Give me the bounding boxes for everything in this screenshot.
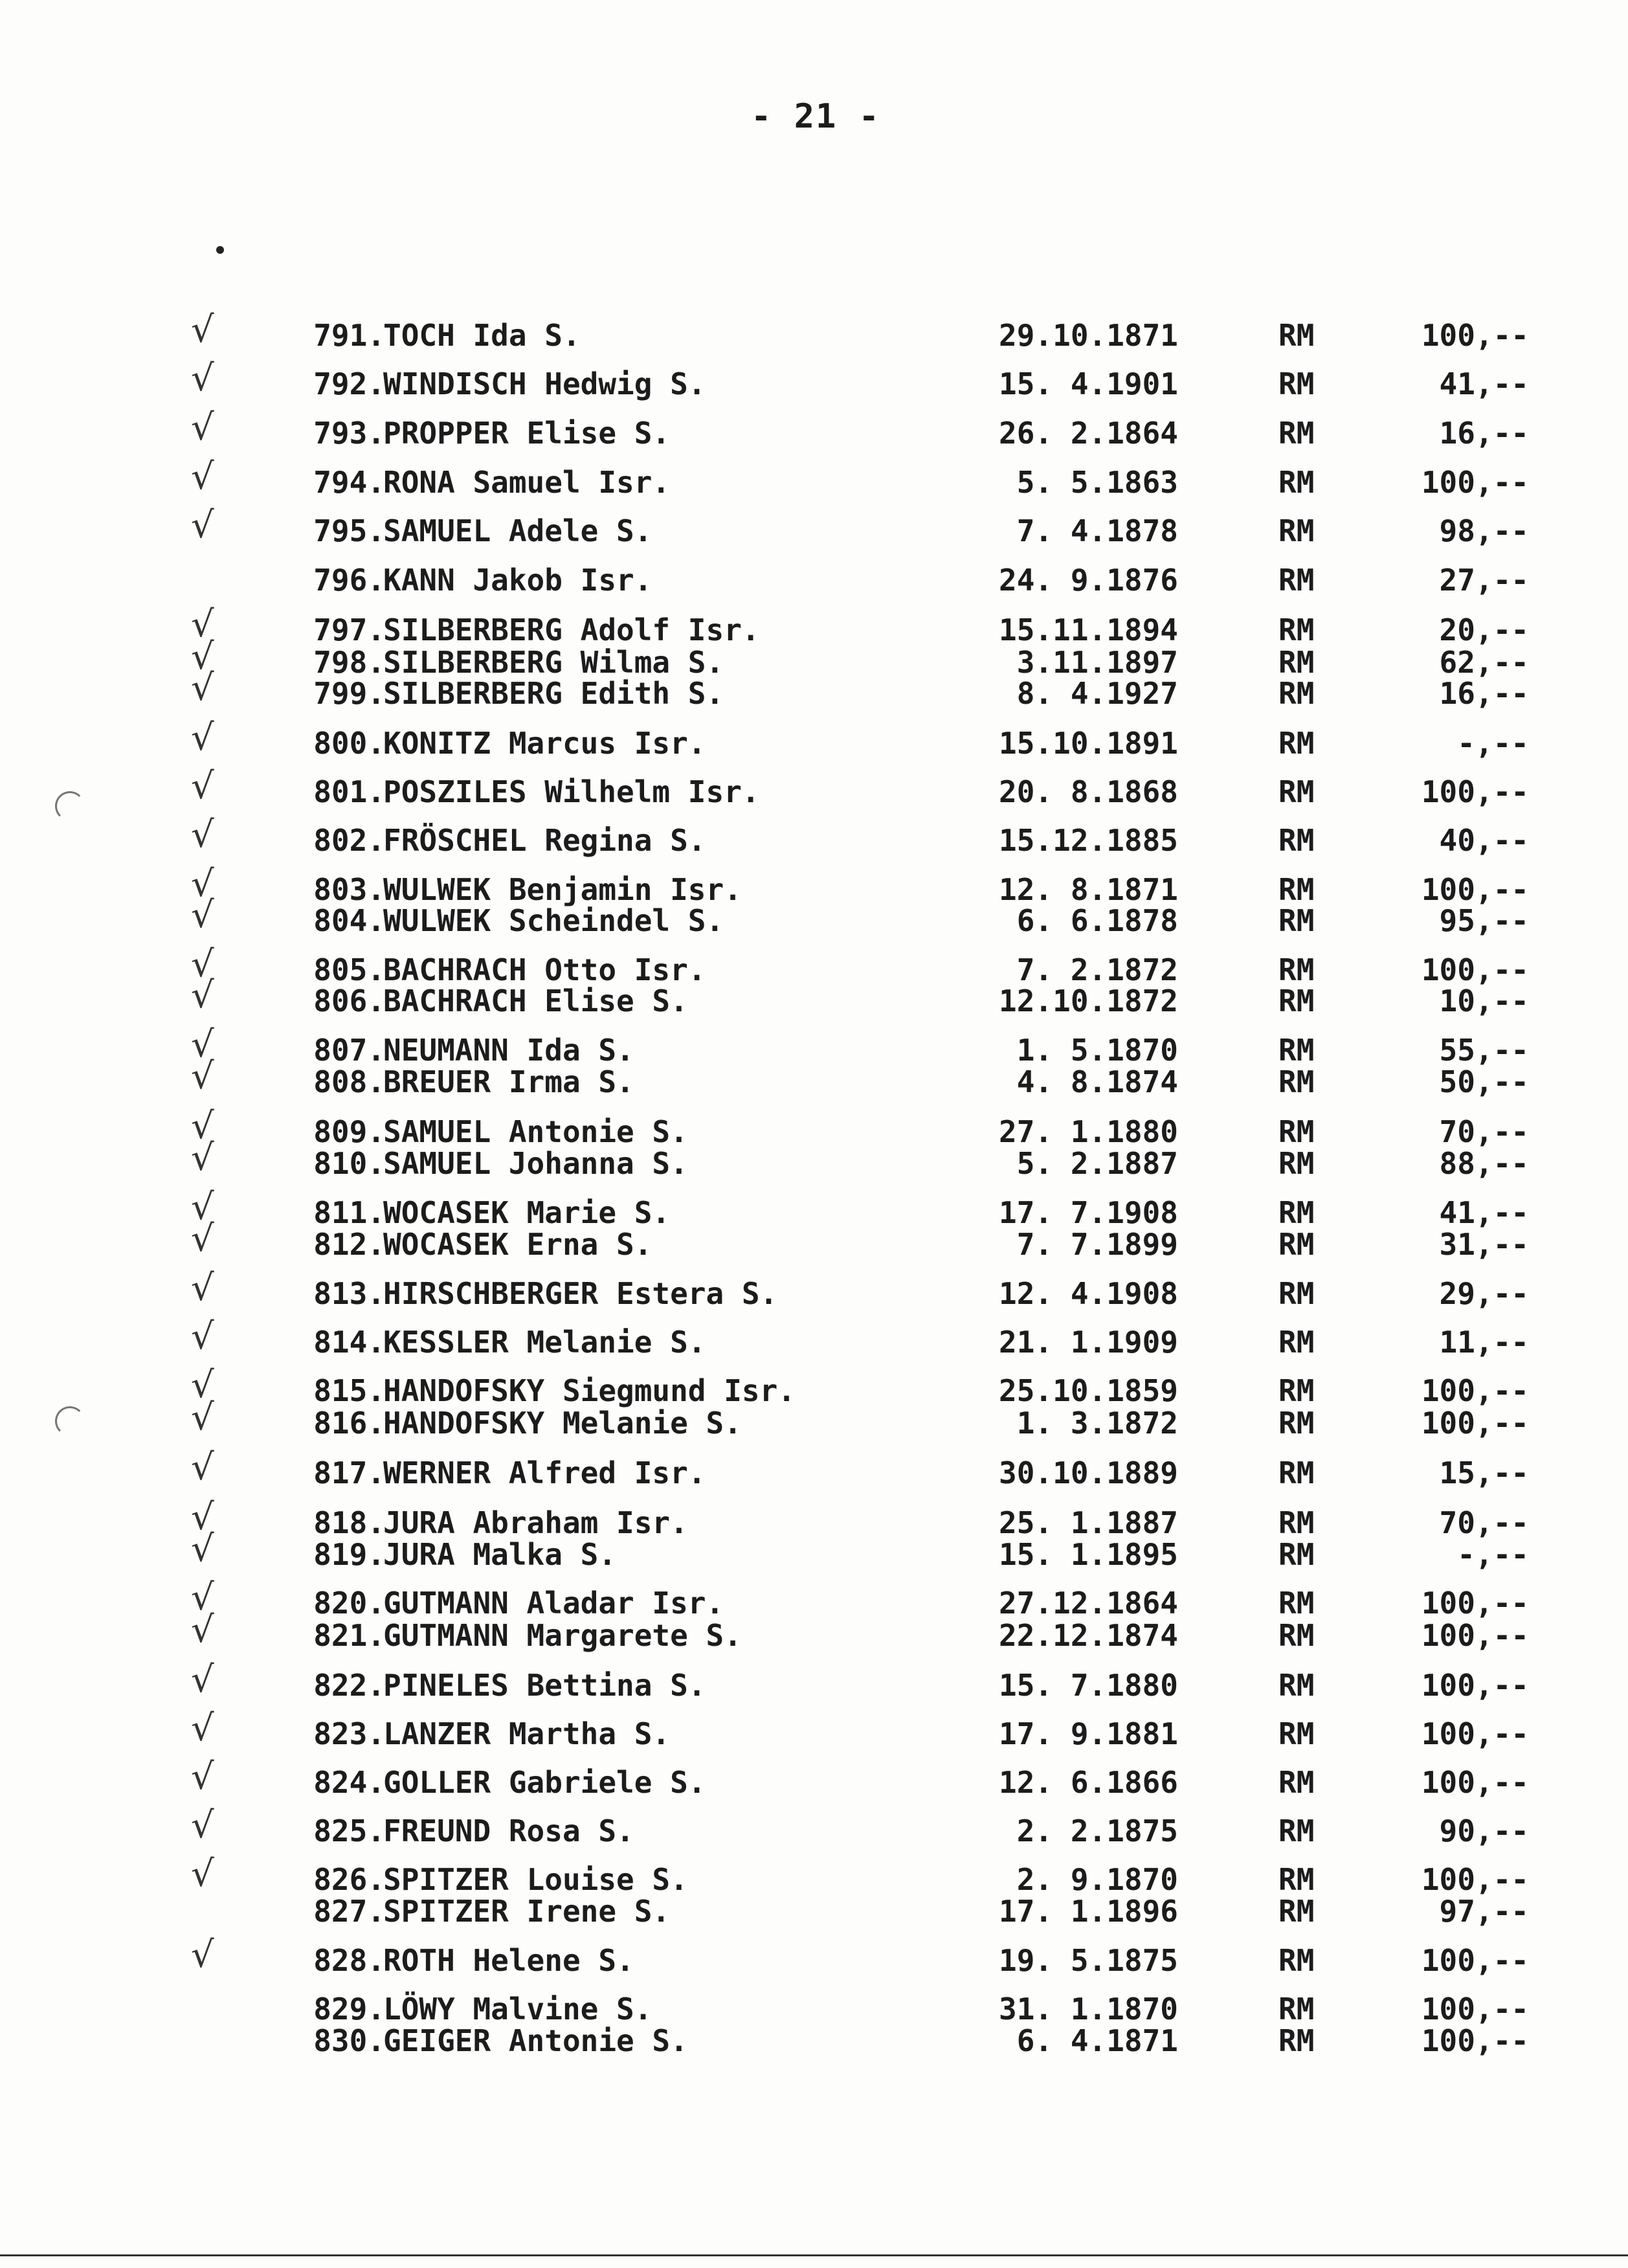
entry-name: BACHRACH Elise S. xyxy=(383,983,688,1018)
entry-currency: RM xyxy=(1278,1943,1315,1978)
check-mark: √ xyxy=(191,814,214,856)
check-mark: √ xyxy=(191,765,214,807)
entry-number: 794. xyxy=(313,465,385,500)
entry-birthdate: 22.12.1874 xyxy=(999,1618,1178,1653)
entry-amount: 100,-- xyxy=(1421,465,1529,500)
entry-amount: 100,-- xyxy=(1421,1373,1529,1408)
ledger-entry xyxy=(0,1364,1628,1409)
entry-name: HANDOFSKY Melanie S. xyxy=(383,1406,742,1441)
ledger-entry xyxy=(0,1991,1628,2027)
entry-currency: RM xyxy=(1278,774,1315,809)
entry-name: TOCH Ida S. xyxy=(383,318,581,353)
entry-amount: 11,-- xyxy=(1439,1325,1529,1360)
entry-currency: RM xyxy=(1278,1894,1315,1929)
check-mark: √ xyxy=(191,1105,214,1147)
entry-number: 797. xyxy=(313,612,385,647)
check-mark: √ xyxy=(191,456,214,498)
check-mark: √ xyxy=(191,407,214,449)
check-mark: √ xyxy=(191,667,214,709)
entry-number: 812. xyxy=(313,1227,385,1262)
entry-name: WULWEK Scheindel S. xyxy=(383,903,724,938)
entry-amount: 10,-- xyxy=(1439,983,1529,1018)
check-mark: √ xyxy=(191,603,214,646)
ledger-entry xyxy=(0,456,1628,500)
ledger-entry xyxy=(0,894,1628,939)
entry-name: SAMUEL Adele S. xyxy=(383,513,652,548)
entry-currency: RM xyxy=(1278,1373,1315,1408)
entry-currency: RM xyxy=(1278,1716,1315,1751)
entry-birthdate: 15.10.1891 xyxy=(999,726,1178,761)
entry-number: 820. xyxy=(313,1586,385,1621)
entry-name: RONA Samuel Isr. xyxy=(383,465,671,500)
entry-birthdate: 15. 4.1901 xyxy=(999,366,1178,401)
entry-number: 819. xyxy=(313,1537,385,1572)
entry-amount: 50,-- xyxy=(1439,1064,1529,1099)
entry-currency: RM xyxy=(1278,1195,1315,1230)
entry-birthdate: 7. 7.1899 xyxy=(1016,1227,1178,1262)
ledger-entry xyxy=(0,667,1628,712)
entry-name: WULWEK Benjamin Isr. xyxy=(383,872,742,907)
entry-birthdate: 2. 2.1875 xyxy=(1016,1813,1178,1848)
entry-birthdate: 29.10.1871 xyxy=(999,318,1178,353)
entry-birthdate: 30.10.1889 xyxy=(999,1455,1178,1490)
entry-birthdate: 1. 5.1870 xyxy=(1016,1033,1178,1068)
entry-birthdate: 5. 5.1863 xyxy=(1016,465,1178,500)
entry-number: 803. xyxy=(313,872,385,907)
ledger-entry xyxy=(0,1853,1628,1898)
entry-number: 793. xyxy=(313,416,385,451)
entry-name: SILBERBERG Adolf Isr. xyxy=(383,612,760,647)
ledger-entry xyxy=(0,1137,1628,1182)
entry-currency: RM xyxy=(1278,513,1315,548)
check-mark: √ xyxy=(191,974,214,1016)
entry-number: 808. xyxy=(313,1064,385,1099)
entry-birthdate: 21. 1.1909 xyxy=(999,1325,1178,1360)
entry-birthdate: 7. 2.1872 xyxy=(1016,952,1178,987)
entry-number: 805. xyxy=(313,952,385,987)
check-mark: √ xyxy=(191,1934,214,1976)
page-bottom-rule xyxy=(0,2254,1628,2256)
entry-currency: RM xyxy=(1278,1033,1315,1068)
check-mark: √ xyxy=(191,1528,214,1570)
entry-number: 792. xyxy=(313,366,385,401)
entry-number: 817. xyxy=(313,1455,385,1490)
entry-currency: RM xyxy=(1278,1586,1315,1621)
check-mark: √ xyxy=(191,943,214,985)
ledger-entry xyxy=(0,1218,1628,1263)
entry-amount: -,-- xyxy=(1457,1537,1529,1572)
entry-amount: 70,-- xyxy=(1439,1505,1529,1540)
entry-number: 826. xyxy=(313,1862,385,1897)
entry-amount: 20,-- xyxy=(1439,612,1529,647)
entry-number: 824. xyxy=(313,1765,385,1800)
entry-amount: 100,-- xyxy=(1421,1862,1529,1897)
entry-amount: 70,-- xyxy=(1439,1114,1529,1149)
entry-number: 830. xyxy=(313,2023,385,2058)
entry-name: HIRSCHBERGER Estera S. xyxy=(383,1276,778,1311)
entry-name: JURA Malka S. xyxy=(383,1537,617,1572)
ledger-entry xyxy=(0,1496,1628,1541)
entry-currency: RM xyxy=(1278,563,1315,598)
check-mark: √ xyxy=(191,636,214,678)
entry-amount: 100,-- xyxy=(1421,1943,1529,1978)
entry-currency: RM xyxy=(1278,726,1315,761)
entry-name: WOCASEK Erna S. xyxy=(383,1227,652,1262)
check-mark: √ xyxy=(191,1446,214,1488)
entry-birthdate: 8. 4.1927 xyxy=(1016,676,1178,711)
entry-birthdate: 7. 4.1878 xyxy=(1016,513,1178,548)
ledger-entry xyxy=(0,562,1628,598)
entry-number: 804. xyxy=(313,903,385,938)
entry-name: GOLLER Gabriele S. xyxy=(383,1765,706,1800)
entry-amount: 90,-- xyxy=(1439,1813,1529,1848)
entry-number: 828. xyxy=(313,1943,385,1978)
entry-number: 807. xyxy=(313,1033,385,1068)
entry-birthdate: 17. 9.1881 xyxy=(999,1716,1178,1751)
ledger-entry xyxy=(0,1267,1628,1312)
entry-currency: RM xyxy=(1278,1227,1315,1262)
entry-currency: RM xyxy=(1278,823,1315,858)
entry-currency: RM xyxy=(1278,645,1315,680)
entry-amount: 100,-- xyxy=(1421,1618,1529,1653)
check-mark: √ xyxy=(191,1853,214,1895)
entry-currency: RM xyxy=(1278,318,1315,353)
entry-amount: 41,-- xyxy=(1439,366,1529,401)
check-mark: √ xyxy=(191,1267,214,1309)
entry-birthdate: 20. 8.1868 xyxy=(999,774,1178,809)
check-mark: √ xyxy=(191,1316,214,1358)
entry-number: 809. xyxy=(313,1114,385,1149)
entry-amount: 100,-- xyxy=(1421,1716,1529,1751)
entry-amount: 98,-- xyxy=(1439,513,1529,548)
entry-birthdate: 17. 1.1896 xyxy=(999,1894,1178,1929)
entry-currency: RM xyxy=(1278,1813,1315,1848)
check-mark: √ xyxy=(191,1577,214,1619)
entry-birthdate: 25.10.1859 xyxy=(999,1373,1178,1408)
entry-number: 827. xyxy=(313,1894,385,1929)
entry-name: SAMUEL Johanna S. xyxy=(383,1146,688,1181)
entry-name: KESSLER Melanie S. xyxy=(383,1325,706,1360)
entry-amount: 100,-- xyxy=(1421,1765,1529,1800)
entry-currency: RM xyxy=(1278,612,1315,647)
ledger-entry xyxy=(0,974,1628,1019)
entry-currency: RM xyxy=(1278,1505,1315,1540)
ledger-entry xyxy=(0,1577,1628,1621)
entry-name: FRÖSCHEL Regina S. xyxy=(383,823,706,858)
entry-amount: 100,-- xyxy=(1421,952,1529,987)
entry-currency: RM xyxy=(1278,983,1315,1018)
entry-number: 816. xyxy=(313,1406,385,1441)
page-number: - 21 - xyxy=(751,97,880,136)
entry-amount: 100,-- xyxy=(1421,872,1529,907)
ledger-entry xyxy=(0,1934,1628,1979)
ledger-entry xyxy=(0,1659,1628,1703)
entry-name: SILBERBERG Wilma S. xyxy=(383,645,724,680)
entry-amount: -,-- xyxy=(1457,726,1529,761)
entry-number: 825. xyxy=(313,1813,385,1848)
entry-amount: 40,-- xyxy=(1439,823,1529,858)
ledger-entry xyxy=(0,765,1628,810)
entry-name: BACHRACH Otto Isr. xyxy=(383,952,706,987)
entry-number: 799. xyxy=(313,676,385,711)
entry-currency: RM xyxy=(1278,872,1315,907)
entry-birthdate: 12. 6.1866 xyxy=(999,1765,1178,1800)
entry-currency: RM xyxy=(1278,1862,1315,1897)
entry-birthdate: 31. 1.1870 xyxy=(999,1992,1178,2027)
check-mark: √ xyxy=(191,1496,214,1538)
entry-amount: 62,-- xyxy=(1439,645,1529,680)
entry-currency: RM xyxy=(1278,1618,1315,1653)
entry-currency: RM xyxy=(1278,1146,1315,1181)
entry-currency: RM xyxy=(1278,1406,1315,1441)
entry-name: SPITZER Louise S. xyxy=(383,1862,688,1897)
entry-name: WERNER Alfred Isr. xyxy=(383,1455,706,1490)
entry-birthdate: 2. 9.1870 xyxy=(1016,1862,1178,1897)
entry-name: WINDISCH Hedwig S. xyxy=(383,366,706,401)
ledger-entry xyxy=(0,1707,1628,1752)
check-mark: √ xyxy=(191,1024,214,1066)
entry-name: POSZILES Wilhelm Isr. xyxy=(383,774,760,809)
entry-birthdate: 12. 4.1908 xyxy=(999,1276,1178,1311)
ledger-entry xyxy=(0,504,1628,549)
entry-number: 811. xyxy=(313,1195,385,1230)
check-mark: √ xyxy=(191,1804,214,1847)
entry-currency: RM xyxy=(1278,1668,1315,1703)
entry-amount: 100,-- xyxy=(1421,1406,1529,1441)
entry-amount: 55,-- xyxy=(1439,1033,1529,1068)
entry-currency: RM xyxy=(1278,1455,1315,1490)
entry-number: 798. xyxy=(313,645,385,680)
entry-amount: 100,-- xyxy=(1421,1992,1529,2027)
ledger-entry xyxy=(0,1528,1628,1573)
entry-name: PINELES Bettina S. xyxy=(383,1668,706,1703)
entry-amount: 97,-- xyxy=(1439,1894,1529,1929)
entry-name: ROTH Helene S. xyxy=(383,1943,634,1978)
ledger-entry xyxy=(0,717,1628,761)
entry-currency: RM xyxy=(1278,952,1315,987)
entry-birthdate: 6. 6.1878 xyxy=(1016,903,1178,938)
entry-currency: RM xyxy=(1278,1325,1315,1360)
ledger-entry xyxy=(0,1105,1628,1150)
check-mark: √ xyxy=(191,357,214,399)
entry-birthdate: 1. 3.1872 xyxy=(1016,1406,1178,1441)
entry-name: FREUND Rosa S. xyxy=(383,1813,634,1848)
check-mark: √ xyxy=(191,1186,214,1228)
entry-number: 810. xyxy=(313,1146,385,1181)
ledger-entry xyxy=(0,1397,1628,1441)
entry-currency: RM xyxy=(1278,2023,1315,2058)
entry-birthdate: 24. 9.1876 xyxy=(999,563,1178,598)
entry-birthdate: 19. 5.1875 xyxy=(999,1943,1178,1978)
entry-birthdate: 26. 2.1864 xyxy=(999,416,1178,451)
entry-number: 795. xyxy=(313,513,385,548)
entry-currency: RM xyxy=(1278,366,1315,401)
entry-name: SAMUEL Antonie S. xyxy=(383,1114,688,1149)
entry-birthdate: 27. 1.1880 xyxy=(999,1114,1178,1149)
entry-birthdate: 4. 8.1874 xyxy=(1016,1064,1178,1099)
entry-amount: 16,-- xyxy=(1439,416,1529,451)
entry-currency: RM xyxy=(1278,416,1315,451)
check-mark: √ xyxy=(191,1756,214,1798)
entry-name: BREUER Irma S. xyxy=(383,1064,634,1099)
check-mark: √ xyxy=(191,1218,214,1260)
entry-currency: RM xyxy=(1278,1064,1315,1099)
ledger-entry xyxy=(0,357,1628,402)
check-mark: √ xyxy=(191,1397,214,1439)
ledger-entry xyxy=(0,1186,1628,1231)
entry-name: LÖWY Malvine S. xyxy=(383,1992,652,2027)
ledger-entry xyxy=(0,603,1628,648)
entry-currency: RM xyxy=(1278,903,1315,938)
check-mark: √ xyxy=(191,894,214,936)
entry-number: 829. xyxy=(313,1992,385,2027)
ledger-entry xyxy=(0,2023,1628,2059)
entry-amount: 16,-- xyxy=(1439,676,1529,711)
entry-amount: 29,-- xyxy=(1439,1276,1529,1311)
entry-name: JURA Abraham Isr. xyxy=(383,1505,688,1540)
entry-number: 818. xyxy=(313,1505,385,1540)
check-mark: √ xyxy=(191,1137,214,1179)
check-mark: √ xyxy=(191,1055,214,1097)
entry-number: 791. xyxy=(313,318,385,353)
ledger-entry xyxy=(0,1804,1628,1849)
ledger-entry xyxy=(0,1756,1628,1801)
entry-name: SPITZER Irene S. xyxy=(383,1894,671,1929)
ledger-entry xyxy=(0,814,1628,859)
check-mark: √ xyxy=(191,1707,214,1749)
check-mark: √ xyxy=(191,1364,214,1406)
entry-amount: 15,-- xyxy=(1439,1455,1529,1490)
ledger-entry xyxy=(0,1024,1628,1068)
entry-birthdate: 6. 4.1871 xyxy=(1016,2023,1178,2058)
entry-amount: 100,-- xyxy=(1421,774,1529,809)
entry-birthdate: 15. 7.1880 xyxy=(999,1668,1178,1703)
entry-currency: RM xyxy=(1278,1114,1315,1149)
entry-birthdate: 12.10.1872 xyxy=(999,983,1178,1018)
entry-number: 802. xyxy=(313,823,385,858)
entry-name: LANZER Martha S. xyxy=(383,1716,671,1751)
entry-number: 822. xyxy=(313,1668,385,1703)
entry-number: 796. xyxy=(313,563,385,598)
ledger-entry xyxy=(0,1446,1628,1491)
entry-birthdate: 17. 7.1908 xyxy=(999,1195,1178,1230)
entry-name: HANDOFSKY Siegmund Isr. xyxy=(383,1373,796,1408)
entry-name: GUTMANN Margarete S. xyxy=(383,1618,742,1653)
entry-name: GUTMANN Aladar Isr. xyxy=(383,1586,724,1621)
entry-amount: 100,-- xyxy=(1421,1668,1529,1703)
ink-dot xyxy=(216,246,224,254)
entry-amount: 27,-- xyxy=(1439,563,1529,598)
entry-name: KONITZ Marcus Isr. xyxy=(383,726,706,761)
entry-name: KANN Jakob Isr. xyxy=(383,563,652,598)
entry-name: NEUMANN Ida S. xyxy=(383,1033,634,1068)
ledger-entry xyxy=(0,407,1628,451)
check-mark: √ xyxy=(191,863,214,905)
entry-currency: RM xyxy=(1278,465,1315,500)
entry-birthdate: 25. 1.1887 xyxy=(999,1505,1178,1540)
entry-amount: 41,-- xyxy=(1439,1195,1529,1230)
entry-number: 813. xyxy=(313,1276,385,1311)
entry-birthdate: 5. 2.1887 xyxy=(1016,1146,1178,1181)
entry-number: 823. xyxy=(313,1716,385,1751)
check-mark: √ xyxy=(191,717,214,759)
entry-birthdate: 3.11.1897 xyxy=(1016,645,1178,680)
ledger-entry xyxy=(0,1609,1628,1654)
entry-amount: 31,-- xyxy=(1439,1227,1529,1262)
entry-number: 801. xyxy=(313,774,385,809)
entry-name: GEIGER Antonie S. xyxy=(383,2023,688,2058)
entry-number: 821. xyxy=(313,1618,385,1653)
entry-birthdate: 15. 1.1895 xyxy=(999,1537,1178,1572)
entry-amount: 100,-- xyxy=(1421,2023,1529,2058)
entry-number: 815. xyxy=(313,1373,385,1408)
check-mark: √ xyxy=(191,1659,214,1701)
entry-currency: RM xyxy=(1278,1537,1315,1572)
entry-currency: RM xyxy=(1278,1276,1315,1311)
ledger-entry xyxy=(0,1316,1628,1360)
entry-currency: RM xyxy=(1278,676,1315,711)
entry-currency: RM xyxy=(1278,1765,1315,1800)
entry-number: 806. xyxy=(313,983,385,1018)
entry-number: 800. xyxy=(313,726,385,761)
entry-amount: 100,-- xyxy=(1421,1586,1529,1621)
entry-name: PROPPER Elise S. xyxy=(383,416,671,451)
entry-name: SILBERBERG Edith S. xyxy=(383,676,724,711)
entry-amount: 100,-- xyxy=(1421,318,1529,353)
entry-birthdate: 15.12.1885 xyxy=(999,823,1178,858)
entry-birthdate: 15.11.1894 xyxy=(999,612,1178,647)
ledger-entry xyxy=(0,1893,1628,1929)
entry-currency: RM xyxy=(1278,1992,1315,2027)
entry-birthdate: 27.12.1864 xyxy=(999,1586,1178,1621)
check-mark: √ xyxy=(191,309,214,351)
entry-birthdate: 12. 8.1871 xyxy=(999,872,1178,907)
ledger-entry xyxy=(0,309,1628,354)
entry-number: 814. xyxy=(313,1325,385,1360)
entry-name: WOCASEK Marie S. xyxy=(383,1195,671,1230)
entry-amount: 95,-- xyxy=(1439,903,1529,938)
check-mark: √ xyxy=(191,504,214,546)
ledger-entry xyxy=(0,1055,1628,1100)
entry-amount: 88,-- xyxy=(1439,1146,1529,1181)
check-mark: √ xyxy=(191,1609,214,1651)
